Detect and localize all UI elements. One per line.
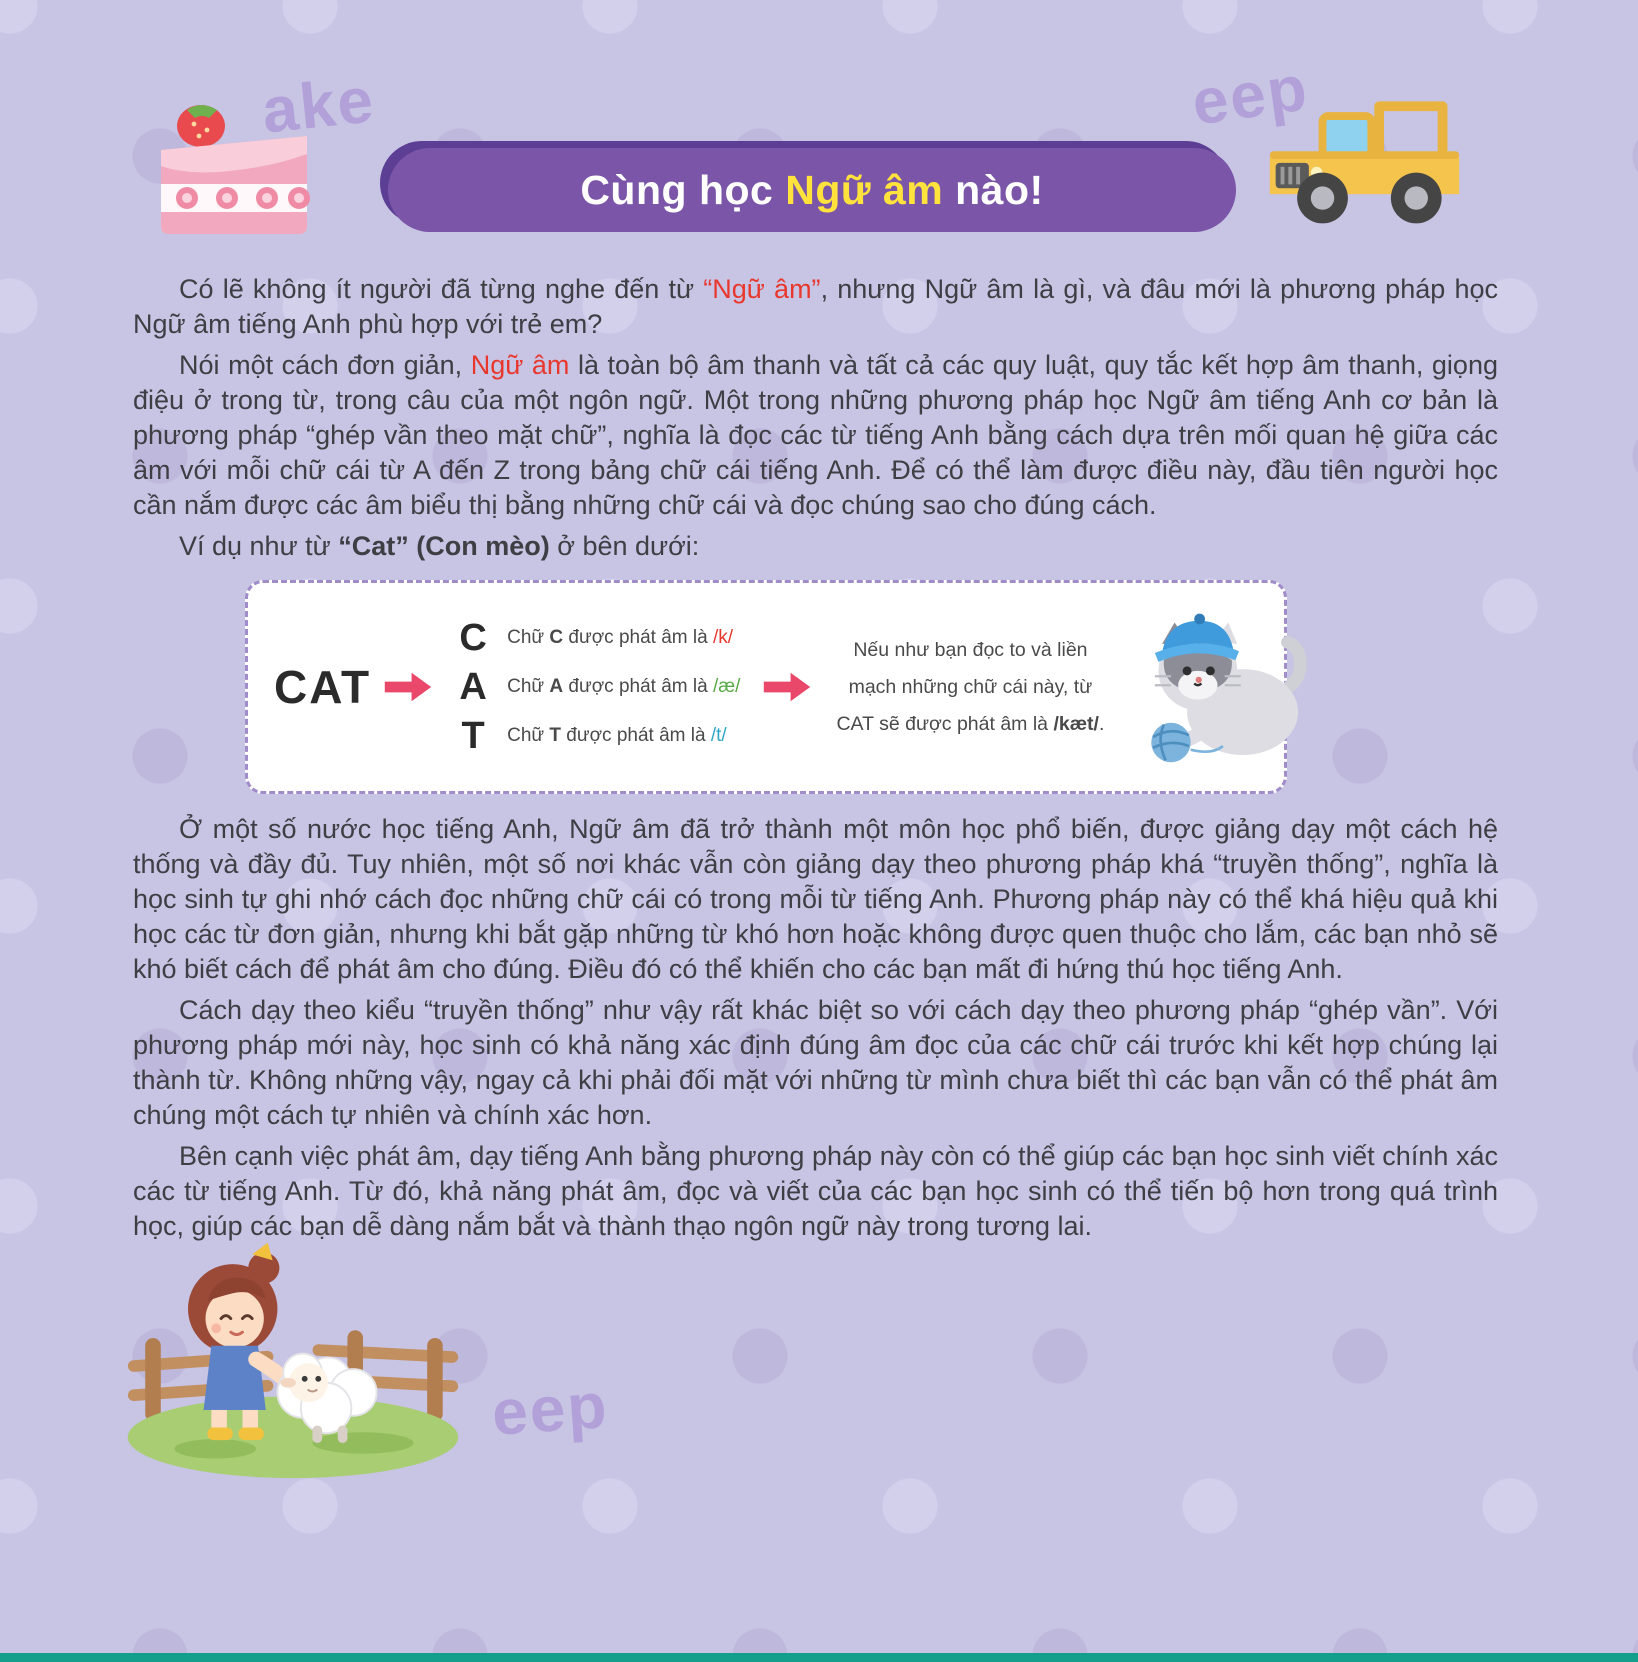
letter-row-a bbox=[455, 667, 740, 707]
letter-c-description: Chữ C được phát âm là /k/ bbox=[507, 627, 734, 648]
letter-t: T bbox=[461, 715, 485, 757]
paragraph-2: Nói một cách đơn giản, Ngữ âm là toàn bộ âm thanh và tất cả các quy luật, quy tắc kết hợp âm thanh, giọng điệu ở trong từ, trong câu của một ngôn ngữ. Một trong những phương pháp học Ngữ âm tiếng Anh cơ bản là phương pháp “ghép vần theo mặt chữ”, nghĩa là đọc các từ tiếng Anh bằng cách dựa trên mối quan hệ giữa các âm với mỗi chữ cái từ A đến Z trong bảng chữ cái tiếng Anh. Để có thể làm được điều này, đầu tiên người học cần nắm được các âm biểu thị bằng những chữ cái và đọc chúng sao cho đúng cách. bbox=[133, 350, 1498, 520]
decor-word-eep-bottom: eep bbox=[489, 1369, 611, 1449]
arrow-right-icon bbox=[762, 669, 812, 705]
letter-a-description: Chữ A được phát âm là /æ/ bbox=[507, 676, 741, 697]
article-body bbox=[133, 266, 1498, 1250]
example-note: Nếu như bạn đọc to và liền mạch những chữ cái này, từ CAT sẽ được phát âm là /kæt/. bbox=[836, 638, 1105, 735]
banner-text-highlight: Ngữ âm bbox=[785, 166, 944, 213]
example-word-group bbox=[274, 660, 433, 713]
paragraph-6: Bên cạnh việc phát âm, dạy tiếng Anh bằng phương pháp này còn có thể giúp các bạn học sinh viết chính xác các từ tiếng Anh. Từ đó, khả năng phát âm, đọc và viết của các bạn học sinh có thể tiến bộ hơn trong quá trình học, giúp các bạn dễ dàng nắm bắt và thành thạo ngôn ngữ này trong tương lai. bbox=[133, 1141, 1498, 1241]
banner-text-prefix: Cùng học bbox=[580, 166, 786, 213]
paragraph-3-example-intro: Ví dụ như từ “Cat” (Con mèo) ở bên dưới: bbox=[179, 531, 700, 561]
decor-word-eep-top: eep bbox=[1187, 51, 1313, 139]
example-word: CAT bbox=[274, 660, 372, 713]
letter-t-description: Chữ T được phát âm là /t/ bbox=[507, 725, 727, 746]
decor-word-ake: ake bbox=[258, 63, 379, 147]
paragraph-5: Cách dạy theo kiểu “truyền thống” như vậy rất khác biệt so với cách dạy theo phương pháp “ghép vần”. Với phương pháp mới này, học sinh có khả năng xác định đúng âm đọc của các chữ cái trước khi kết hợp chúng lại thành từ. Không những vậy, ngay cả khi phải đối mặt với những từ mình chưa biết thì các bạn vẫn có thể phát âm chúng một cách tự nhiên và chính xác hơn. bbox=[133, 995, 1498, 1130]
letter-a: A bbox=[459, 666, 487, 708]
jeep-icon bbox=[1262, 80, 1467, 238]
page-bottom-strip bbox=[0, 1653, 1638, 1662]
paragraph-1: Có lẽ không ít người đã từng nghe đến từ “Ngữ âm”, nhưng Ngữ âm là gì, và đâu mới là phương pháp học Ngữ âm tiếng Anh phù hợp với trẻ em? bbox=[133, 274, 1498, 339]
banner-text-suffix: nào! bbox=[943, 166, 1044, 213]
cat-example-box bbox=[245, 580, 1287, 794]
cat-icon bbox=[1128, 603, 1316, 771]
letter-c: C bbox=[459, 617, 487, 659]
letter-rows bbox=[455, 618, 740, 756]
letter-row-t bbox=[455, 716, 740, 756]
paragraph-4: Ở một số nước học tiếng Anh, Ngữ âm đã trở thành một môn học phổ biến, được giảng dạy một cách hệ thống và đầy đủ. Tuy nhiên, một số nơi khác vẫn còn giảng dạy theo phương pháp khá “truyền thống”, nghĩa là học sinh tự ghi nhớ cách đọc những chữ cái có trong mỗi từ tiếng Anh. Phương pháp này có thể khá hiệu quả khi học các từ đơn giản, nhưng khi bắt gặp những từ khó hơn hoặc không được quen thuộc cho lắm, các bạn nhỏ sẽ khó biết cách để phát âm cho đúng. Điều đó có thể khiến cho các bạn mất đi hứng thú học tiếng Anh. bbox=[133, 814, 1498, 984]
arrow-right-icon bbox=[383, 669, 433, 705]
girl-sheep-illustration bbox=[118, 1192, 468, 1484]
letter-row-c bbox=[455, 618, 740, 658]
title-banner bbox=[388, 148, 1236, 232]
